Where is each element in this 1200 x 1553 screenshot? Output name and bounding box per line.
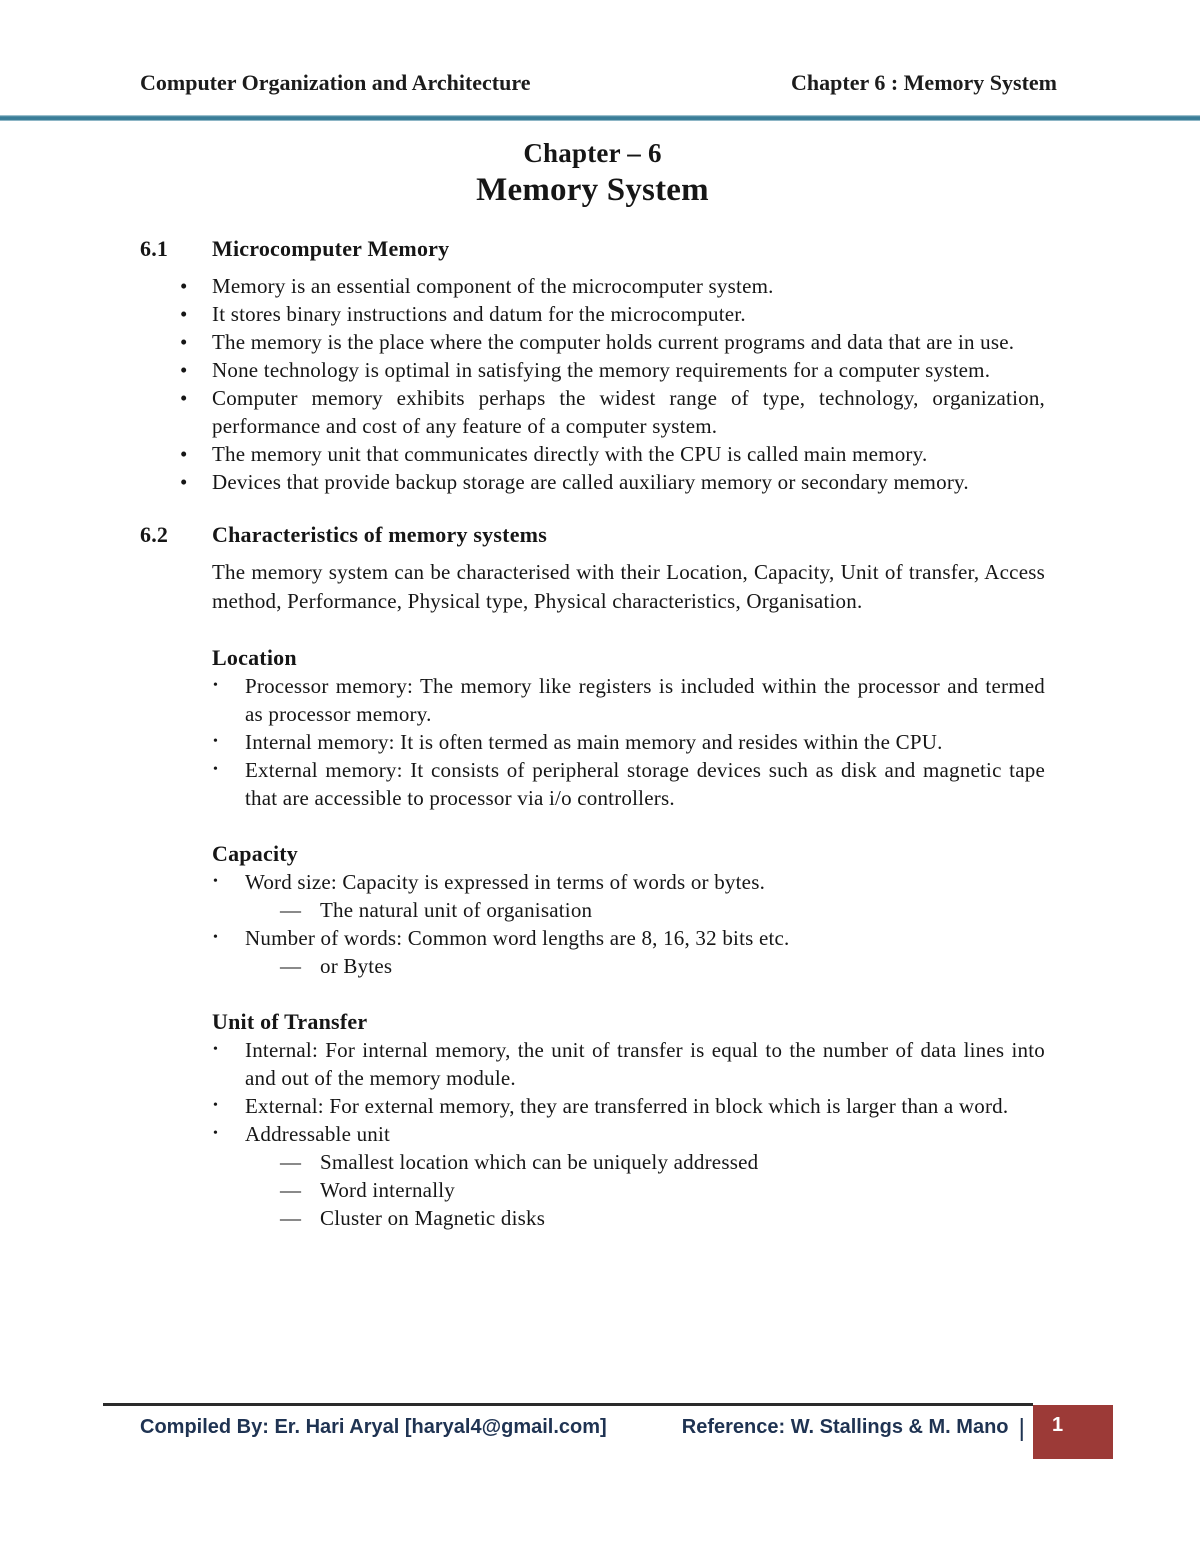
bullet-icon: • bbox=[180, 386, 188, 410]
dash-icon: — bbox=[280, 1178, 302, 1202]
bullet-item-text: Computer memory exhibits perhaps the widest range of type, technology, organization, performance and cost of any feature of a computer system. bbox=[212, 386, 1045, 438]
dash-item-text: The natural unit of organisation bbox=[320, 898, 593, 922]
bullet-item bbox=[140, 1092, 1045, 1120]
subsection bbox=[140, 643, 1045, 812]
page-number-box bbox=[1033, 1405, 1113, 1459]
bullet-item-text: The memory unit that communicates directly with the CPU is called main memory. bbox=[212, 442, 928, 466]
dash-item bbox=[140, 952, 1045, 980]
bullet-item-text: Devices that provide backup storage are called auxiliary memory or secondary memory. bbox=[212, 470, 969, 494]
subsection bbox=[140, 1007, 1045, 1232]
section-6.1 bbox=[140, 234, 1045, 496]
footer-right-group bbox=[681, 1413, 1025, 1442]
section-number: 6.1 bbox=[140, 236, 169, 261]
bullet-item bbox=[140, 468, 1045, 496]
bullet-item-text: Internal: For internal memory, the unit of transfer is equal to the number of data lines into and out of the memory module. bbox=[245, 1038, 1045, 1090]
header-left-text: Computer Organization and Architecture bbox=[140, 70, 531, 95]
bullet-item-text: None technology is optimal in satisfying the memory requirements for a computer system. bbox=[212, 358, 991, 382]
section-number: 6.2 bbox=[140, 522, 169, 547]
bullet-item bbox=[140, 1036, 1045, 1092]
dash-icon: — bbox=[280, 954, 302, 978]
bullet-icon: • bbox=[180, 274, 188, 298]
dash-icon: — bbox=[280, 1150, 302, 1174]
bullet-item bbox=[140, 328, 1045, 356]
section-6.2 bbox=[140, 520, 1045, 1232]
dash-item-text: Word internally bbox=[320, 1178, 456, 1202]
footer-left-text: Compiled By: Er. Hari Aryal [haryal4@gmail.com] bbox=[140, 1416, 607, 1438]
document-content bbox=[140, 136, 1045, 1232]
bullet-icon: • bbox=[180, 470, 188, 494]
bullet-icon: • bbox=[213, 1098, 219, 1113]
dash-icon: — bbox=[280, 1206, 302, 1230]
page-header bbox=[140, 70, 1057, 96]
doc-title bbox=[140, 136, 1045, 210]
section-heading bbox=[140, 234, 1045, 264]
header-rule bbox=[0, 115, 1200, 121]
bullet-icon: • bbox=[180, 330, 188, 354]
bullet-icon: • bbox=[213, 734, 219, 749]
subsection bbox=[140, 839, 1045, 980]
bullet-item-text: External memory: It consists of peripheral storage devices such as disk and magnetic tape that are accessible to processor via i/o controllers. bbox=[245, 758, 1045, 810]
bullet-item bbox=[140, 300, 1045, 328]
subsection-heading: Capacity bbox=[212, 841, 299, 866]
bullet-icon: • bbox=[213, 874, 219, 889]
bullet-item bbox=[140, 384, 1045, 440]
header-right-text: Chapter 6 : Memory System bbox=[791, 70, 1057, 95]
bullet-item-text: The memory is the place where the computer holds current programs and data that are in use. bbox=[212, 330, 1015, 354]
bullet-icon: • bbox=[213, 1126, 219, 1141]
bullet-item bbox=[140, 356, 1045, 384]
dash-item-text: or Bytes bbox=[320, 954, 393, 978]
bullet-icon: • bbox=[213, 678, 219, 693]
bullet-item-text: Number of words: Common word lengths are 8, 16, 32 bits etc. bbox=[245, 926, 790, 950]
bullet-icon: • bbox=[213, 930, 219, 945]
bullet-icon: • bbox=[180, 358, 188, 382]
chapter-name-title: Memory System bbox=[476, 172, 709, 208]
page-number: 1 bbox=[1052, 1414, 1064, 1436]
section-title: Characteristics of memory systems bbox=[212, 522, 547, 547]
bullet-item bbox=[140, 728, 1045, 756]
bullet-item bbox=[140, 1120, 1045, 1148]
bullet-item-text: Memory is an essential component of the microcomputer system. bbox=[212, 274, 774, 298]
chapter-number-title: Chapter – 6 bbox=[523, 138, 662, 168]
bullet-item-text: Addressable unit bbox=[245, 1122, 391, 1146]
dash-item-text: Smallest location which can be uniquely addressed bbox=[320, 1150, 759, 1174]
dash-item bbox=[140, 896, 1045, 924]
bullet-item-text: Processor memory: The memory like registers is included within the processor and termed as processor memory. bbox=[245, 674, 1045, 726]
dash-item-text: Cluster on Magnetic disks bbox=[320, 1206, 546, 1230]
bullet-item bbox=[140, 272, 1045, 300]
bullet-item-text: Internal memory: It is often termed as main memory and resides within the CPU. bbox=[245, 730, 943, 754]
sections-container bbox=[140, 234, 1045, 1232]
bullet-item bbox=[140, 868, 1045, 896]
footer-right-text: Reference: W. Stallings & M. Mano bbox=[681, 1416, 1009, 1438]
section-intro: The memory system can be characterised with their Location, Capacity, Unit of transfer, Access method, Performance, Physical type, Physical characteristics, Organisation. bbox=[212, 560, 1045, 613]
bullet-item bbox=[140, 672, 1045, 728]
bullet-item bbox=[140, 924, 1045, 952]
footer-separator: | bbox=[1018, 1413, 1025, 1442]
page-footer bbox=[140, 1413, 1025, 1442]
dash-item bbox=[140, 1204, 1045, 1232]
subsection-heading: Unit of Transfer bbox=[212, 1009, 368, 1034]
dash-item bbox=[140, 1148, 1045, 1176]
bullet-item bbox=[140, 440, 1045, 468]
dash-item bbox=[140, 1176, 1045, 1204]
footer-rule bbox=[103, 1403, 1033, 1406]
section-title: Microcomputer Memory bbox=[212, 236, 450, 261]
bullet-icon: • bbox=[180, 442, 188, 466]
bullet-icon: • bbox=[180, 302, 188, 326]
bullet-item bbox=[140, 756, 1045, 812]
subsection-heading: Location bbox=[212, 645, 297, 670]
bullet-icon: • bbox=[213, 1042, 219, 1057]
bullet-item-text: Word size: Capacity is expressed in terms of words or bytes. bbox=[245, 870, 766, 894]
bullet-icon: • bbox=[213, 762, 219, 777]
section-heading bbox=[140, 520, 1045, 550]
dash-icon: — bbox=[280, 898, 302, 922]
bullet-item-text: It stores binary instructions and datum for the microcomputer. bbox=[212, 302, 746, 326]
bullet-item-text: External: For external memory, they are transferred in block which is larger than a word. bbox=[245, 1094, 1009, 1118]
